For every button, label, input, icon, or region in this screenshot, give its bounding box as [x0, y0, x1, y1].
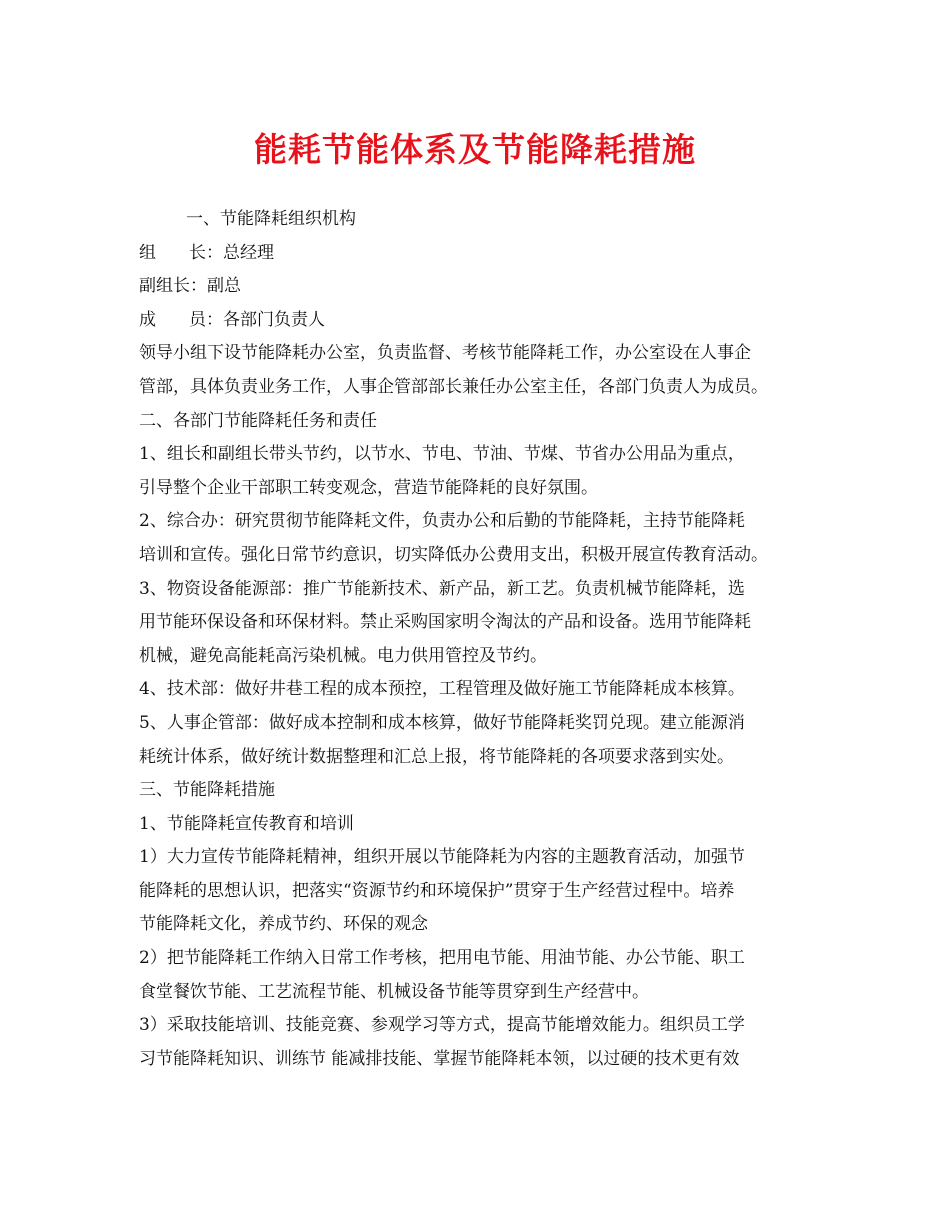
leader-value: 长：总经理	[189, 242, 274, 263]
paragraph-line: 培训和宣传。强化日常节约意识，切实降低办公费用支出，积极开展宣传教育活动。	[139, 544, 768, 565]
document-title: 能耗节能体系及节能降耗措施	[254, 130, 696, 169]
paragraph-line: 4、技术部：做好井巷工程的成本预控，工程管理及做好施工节能降耗成本核算。	[139, 679, 745, 700]
paragraph-line: 5、人事企管部：做好成本控制和成本核算，做好节能降耗奖罚兑现。建立能源消	[139, 712, 745, 733]
leader-label: 组	[139, 242, 156, 263]
paragraph-line: 管部，具体负责业务工作，人事企管部部长兼任办公室主任，各部门负责人为成员。	[139, 376, 768, 397]
section-heading: 一、节能降耗组织机构	[186, 209, 356, 229]
paragraph-line: 耗统计体系，做好统计数据整理和汇总上报，将节能降耗的各项要求落到实处。	[139, 746, 734, 767]
member-value: 员：各部门负责人	[189, 309, 325, 330]
paragraph-line: 引导整个企业干部职工转变观念，营造节能降耗的良好氛围。	[139, 477, 598, 498]
member-line	[139, 304, 829, 338]
section-heading: 三、节能降耗措施	[139, 780, 275, 801]
member-label: 成	[139, 309, 156, 330]
leader-line	[139, 237, 829, 271]
paragraph-line: 2、综合办：研究贯彻节能降耗文件，负责办公和后勤的节能降耗，主持节能降耗	[139, 511, 745, 532]
paragraph-line: 1）大力宣传节能降耗精神，组织开展以节能降耗为内容的主题教育活动，加强节	[139, 847, 745, 868]
subsection-heading: 1、节能降耗宣传教育和培训	[139, 813, 354, 834]
paragraph-line: 1、组长和副组长带头节约，以节水、节电、节油、节煤、节省办公用品为重点，	[139, 444, 745, 465]
paragraph-line: 3、物资设备能源部：推广节能新技术、新产品，新工艺。负责机械节能降耗，选	[139, 578, 745, 599]
paragraph-line: 习节能降耗知识、训练节 能减排技能、掌握节能降耗本领，以过硬的技术更有效	[139, 1048, 740, 1069]
paragraph-line: 食堂餐饮节能、工艺流程节能、机械设备节能等贯穿到生产经营中。	[139, 981, 649, 1002]
paragraph-line: 2）把节能降耗工作纳入日常工作考核，把用电节能、用油节能、办公节能、职工	[139, 948, 745, 969]
paragraph-line: 领导小组下设节能降耗办公室，负责监督、考核节能降耗工作，办公室设在人事企	[139, 343, 751, 364]
deputy-line: 副组长：副总	[139, 276, 241, 297]
paragraph-line: 用节能环保设备和环保材料。禁止采购国家明令淘汰的产品和设备。选用节能降耗	[139, 612, 751, 633]
paragraph-line: 机械，避免高能耗高污染机械。电力供用管控及节约。	[139, 645, 547, 666]
section-heading: 二、各部门节能降耗任务和责任	[139, 410, 377, 431]
document-body	[139, 203, 829, 1076]
paragraph-line: 能降耗的思想认识，把落实“资源节约和环境保护”贯穿于生产经营过程中。培养	[139, 880, 735, 901]
paragraph-line: 节能降耗文化，养成节约、环保的观念	[139, 914, 428, 935]
paragraph-line: 3）采取技能培训、技能竞赛、参观学习等方式，提高节能增效能力。组织员工学	[139, 1015, 745, 1036]
